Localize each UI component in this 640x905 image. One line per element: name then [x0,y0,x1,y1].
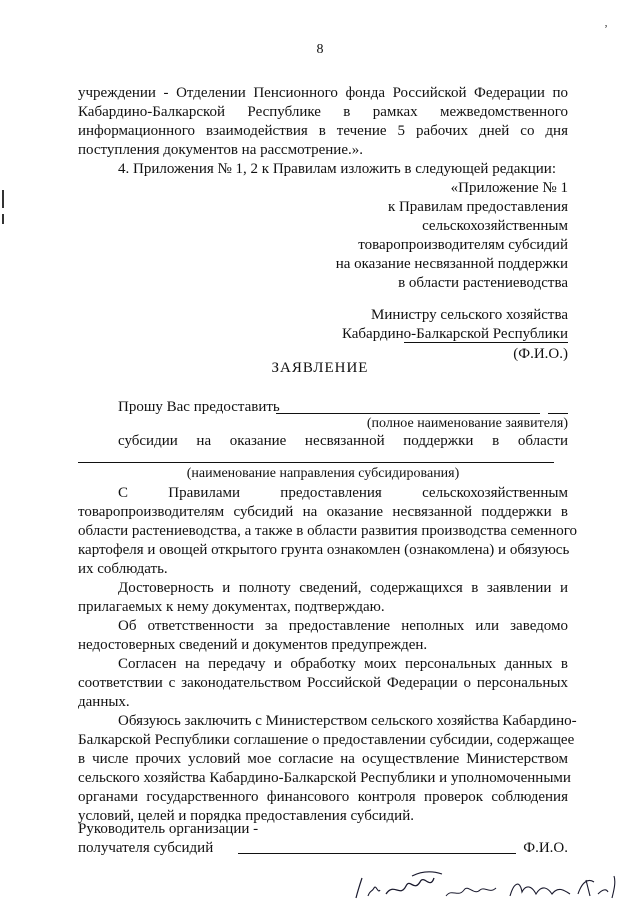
text-line: прилагаемых к нему документах, подтверждаю. [78,599,385,615]
text-line: области растениеводства, а также в области развития производства семенного [78,523,578,539]
text-line: С Правилами предоставления сельскохозяйственным [118,485,568,501]
fio-blank-line [404,342,568,343]
text-line: поступления документов на рассмотрение.». [78,142,363,158]
appendix-header-line: к Правилам предоставления [387,199,568,215]
text-line: информационного взаимодействия в течение 5 рабочих дней со дня [78,123,568,139]
addressee-line: Кабардино-Балкарской Республики [341,326,568,342]
text-line: учреждении - Отделении Пенсионного фонда Российской Федерации по [78,85,568,101]
direction-caption: (наименование направления субсидирования) [186,466,460,481]
text-line: условий, целей и порядка предоставления субсидий. [78,808,414,824]
appendix-header-line: на оказание несвязанной поддержки [335,256,568,272]
appendix-header-line: в области растениеводства [398,275,568,291]
text-line: соответствии с законодательством Российской Федерации о персональных [78,675,568,691]
text-line: картофеля и овощей открытого грунта ознакомлен (ознакомлена) и обязуюсь [78,542,570,558]
text-line: Балкарской Республики соглашение о предоставлении субсидии, содержащее [78,732,575,748]
direction-blank-line [78,462,554,463]
signature-role-line: Руководитель организации - [78,821,259,837]
text-line: Об ответственности за предоставление неполных или заведомо [118,618,568,634]
addressee-line: Министру сельского хозяйства [371,307,568,323]
signature-fio: Ф.И.О. [523,840,568,856]
appendix-header-line: сельскохозяйственным [422,218,568,234]
text-line: Кабардино-Балкарской Республике в рамках межведомственного [78,104,568,120]
signature-blank-line [238,853,516,854]
text-line: их соблюдать. [78,561,168,577]
request-text: Прошу Вас предоставить [118,399,280,415]
applicant-caption: (полное наименование заявителя) [366,416,568,431]
document-title: ЗАЯВЛЕНИЕ [271,360,369,376]
text-line: Согласен на передачу и обработку моих персональных данных в [118,656,568,672]
binding-mark [2,190,4,208]
text-line: Обязуюсь заключить с Министерством сельского хозяйства Кабардино- [118,713,577,729]
text-line: Достоверность и полноту сведений, содержащихся в заявлении и [118,580,568,596]
page-number: 8 [316,42,324,57]
text-line: товаропроизводителям субсидий на оказание несвязанной поддержки в [78,504,568,520]
handwritten-signature [350,868,620,902]
text-line: данных. [78,694,130,710]
binding-mark [2,214,4,224]
appendix-header-line: товаропроизводителям субсидий [358,237,568,253]
subsidy-line: субсидии на оказание несвязанной поддержки в области [118,433,568,449]
signature-role-line: получателя субсидий [78,840,214,856]
fio-caption: (Ф.И.О.) [513,346,568,362]
item-4: 4. Приложения № 1, 2 к Правилам изложить в следующей редакции: [118,161,556,177]
corner-mark: ʼ [604,22,608,36]
text-line: недостоверных сведений и документов предупрежден. [78,637,428,653]
text-line: сельского хозяйства Кабардино-Балкарской Республики и уполномоченными [78,770,571,786]
text-line: органами государственного финансового контроля проверок соблюдения [78,789,568,805]
text-line: в числе прочих условий мое согласие на осуществление Министерством [78,751,568,767]
appendix-header-line: «Приложение № 1 [450,180,568,196]
